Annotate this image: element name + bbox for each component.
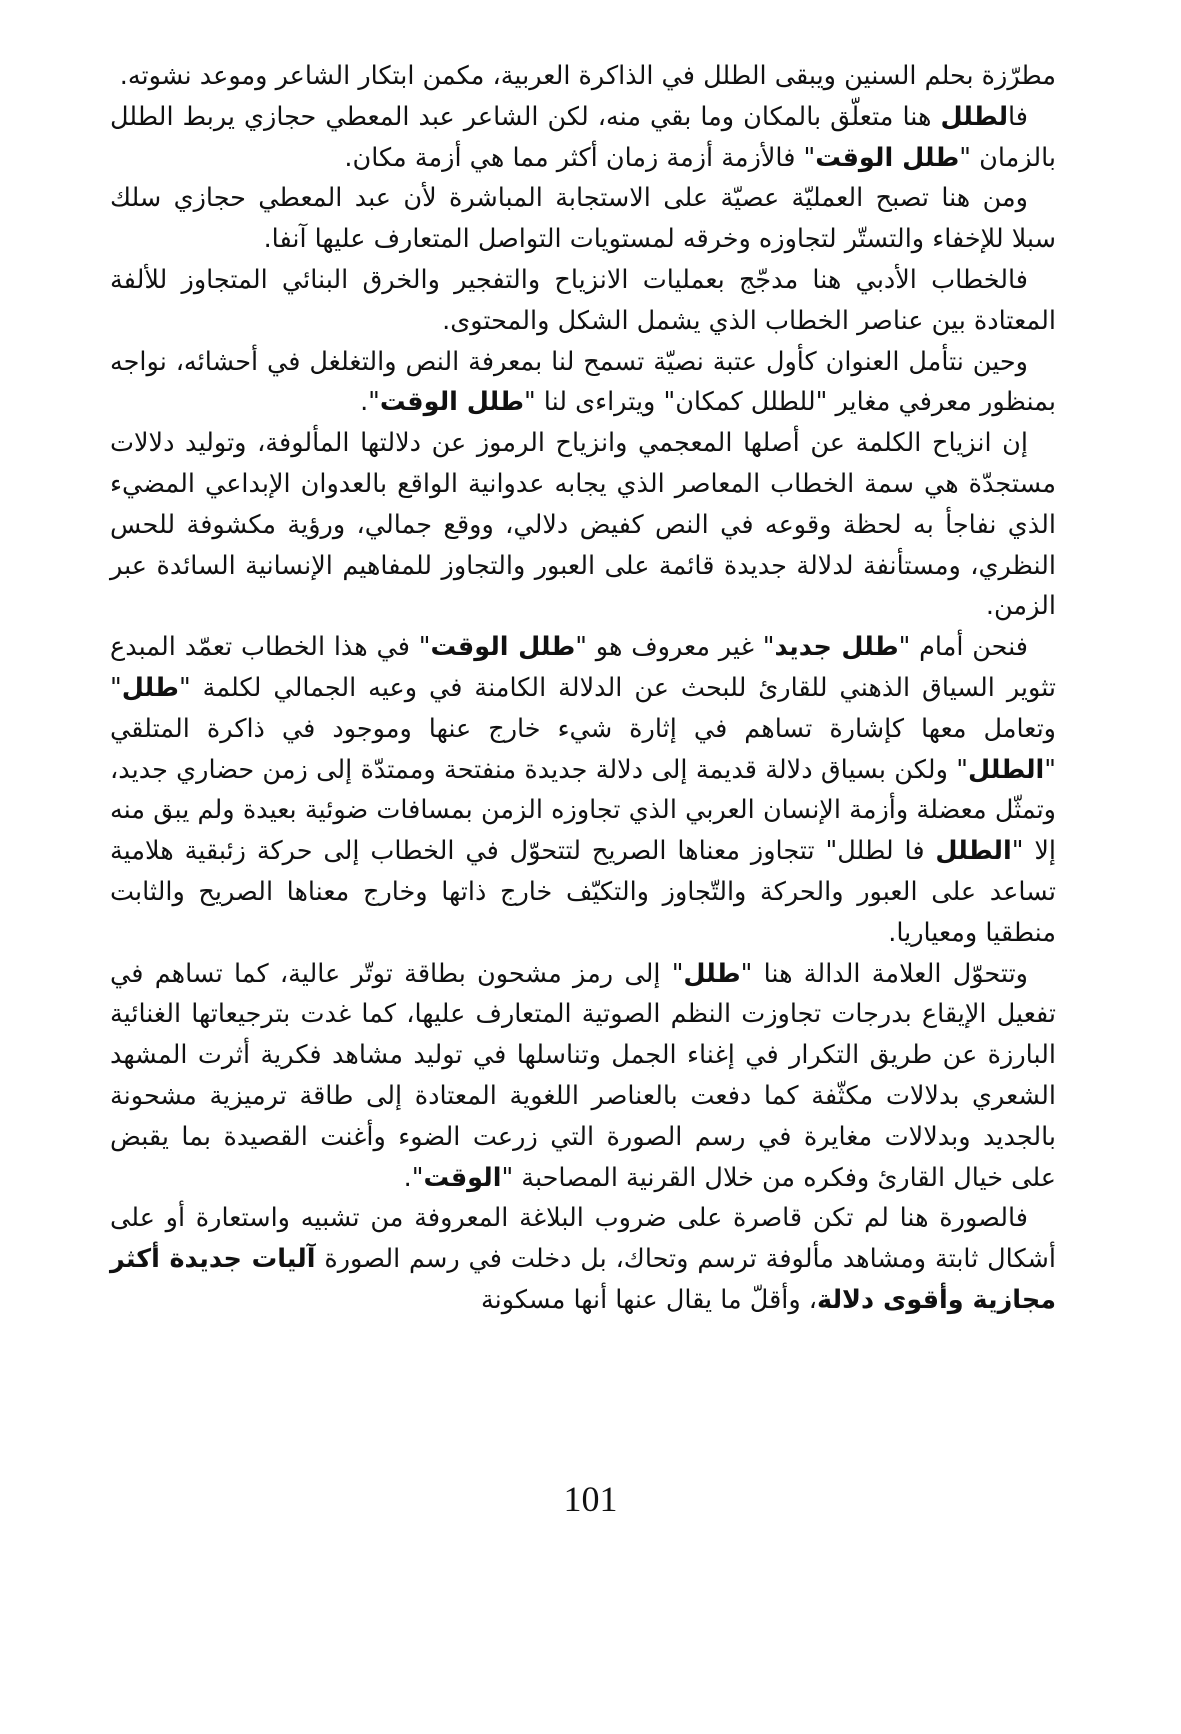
bold-phrase: طلل الوقت xyxy=(430,632,576,663)
text-run: ". xyxy=(403,1162,424,1193)
text-run: وحين نتأمل العنوان كأول عتبة نصيّة تسمح لنا بمعرفة النص والتغلغل في أحشائه، نواجه بمنظور معرفي مغاير "للطلل كمكان" ويتراءى لنا " xyxy=(110,346,1056,418)
bold-phrase: طلل الوقت xyxy=(815,142,960,173)
text-run: فالخطاب الأدبي هنا مدجّج بعمليات الانزياح والتفجير والخرق البنائي المتجاوز للألفة المعتادة بين عناصر الخطاب الذي يشمل الشكل والمحتوى. xyxy=(110,264,1056,336)
text-run: فا xyxy=(1008,101,1028,132)
paragraph xyxy=(110,97,1056,179)
text-run: فنحن أمام " xyxy=(898,632,1028,663)
text-run: " إلى رمز مشحون بطاقة توتّر عالية، كما تساهم في تفعيل الإيقاع بدرجات تجاوزت النظم الصوتية المتعارف عليها، كما غدت بترجيعاتها الغنائية البارزة عن طريق التكرار في إغناء الجمل وتناسلها في توليد مشاهد فكرية أثرت المشهد الشعري بدلالات مكثّفة كما دفعت بالعناصر اللغوية المعتادة إلى طاقة ترميزية مشحونة بالجديد وبدلالات مغايرة في رسم الصورة التي زرعت الضوء وأغنت القصيدة بما يقبض على خيال القارئ وفكره من خلال القرنية المصاحبة " xyxy=(110,958,1056,1193)
text-run: ومن هنا تصبح العمليّة عصيّة على الاستجابة المباشرة لأن عبد المعطي حجازي سلك سبلا للإخفاء والتستّر لتجاوزه وخرقه لمستويات التواصل المتعارف عليها آنفا. xyxy=(110,183,1056,255)
text-run: مطرّزة بحلم السنين ويبقى الطلل في الذاكرة العربية، مكمن ابتكار الشاعر وموعد نشوته. xyxy=(119,61,1056,91)
bold-phrase: آليات جديدة أكثر مجازية وأقوى دلالة xyxy=(110,1244,1056,1315)
paragraph xyxy=(110,954,1056,1199)
paragraph xyxy=(110,56,1056,97)
text-run: " في هذا الخطاب تعمّد المبدع تثوير السياق الذهني للقارئ للبحث عن الدلالة الكامنة في وعيه الجمالي لكلمة " xyxy=(110,632,1056,703)
text-run: ، وأقلّ ما يقال عنها أنها مسكونة xyxy=(480,1284,818,1315)
paragraph xyxy=(110,260,1056,342)
paragraph xyxy=(110,342,1056,424)
bold-phrase: طلل الوقت xyxy=(379,387,524,418)
bold-phrase: الطلل xyxy=(935,836,1012,867)
text-run: " وتعامل معها كإشارة تساهم في إثارة شيء خارج عنها وموجود في ذاكرة المتلقي " xyxy=(110,672,1056,785)
text-run: " غير معروف هو " xyxy=(575,632,775,663)
bold-phrase: طلل xyxy=(683,958,741,989)
bold-phrase: الطلل xyxy=(967,754,1045,785)
document-body xyxy=(110,56,1056,1321)
text-run: " ولكن بسياق دلالة قديمة إلى دلالة جديدة منفتحة وممتدّة إلى زمن حضاري جديد، وتمثّل معضلة وأزمة الإنسان العربي الذي تجاوزه الزمن بمسافات ضوئية بعيدة ولم يبق منه إلا " xyxy=(110,754,1056,867)
paragraph xyxy=(110,423,1056,627)
paragraph xyxy=(110,627,1056,953)
text-run: إن انزياح الكلمة عن أصلها المعجمي وانزياح الرموز عن دلالتها المألوفة، وتوليد دلالات مستجدّة هي سمة الخطاب المعاصر الذي يجابه عدوانية الواقع بالعدوان الإبداعي المضيء الذي نفاجأ به لحظة وقوعه في النص كفيض دلالي، ووقع جمالي، ورؤية مكشوفة للحس النظري، ومستأنفة لدلالة جديدة قائمة على العبور والتجاوز للمفاهيم الإنسانية السائدة عبر الزمن. xyxy=(110,428,1056,622)
paragraph xyxy=(110,1198,1056,1320)
paragraph xyxy=(110,178,1056,260)
page-number: 101 xyxy=(563,1479,618,1519)
bold-phrase: لطلل xyxy=(940,101,1009,132)
text-run: ". xyxy=(360,387,380,418)
text-run: " فالأزمة أزمة زمان أكثر مما هي أزمة مكان. xyxy=(344,142,816,173)
bold-phrase: طلل xyxy=(121,672,179,703)
text-run: وتتحوّل العلامة الدالة هنا " xyxy=(740,958,1028,989)
bold-phrase: طلل جديد xyxy=(774,632,899,663)
bold-phrase: الوقت xyxy=(423,1162,502,1193)
text-run: هنا متعلّق بالمكان وما بقي منه، لكن الشاعر عبد المعطي حجازي يربط الطلل بالزمان " xyxy=(110,101,1056,173)
text-run: فا لطلل" تتجاوز معناها الصريح لتتحوّل في الخطاب إلى حركة زئبقية هلامية تساعد على العبور والحركة والتّجاوز والتكيّف خارج ذاتها وخارج معناها الصريح والثابت منطقيا ومعياريا. xyxy=(110,836,1056,948)
text-run: فالصورة هنا لم تكن قاصرة على ضروب البلاغة المعروفة من تشبيه واستعارة أو على أشكال ثابتة ومشاهد مألوفة ترسم وتحاك، بل دخلت في رسم الصورة xyxy=(110,1203,1056,1275)
